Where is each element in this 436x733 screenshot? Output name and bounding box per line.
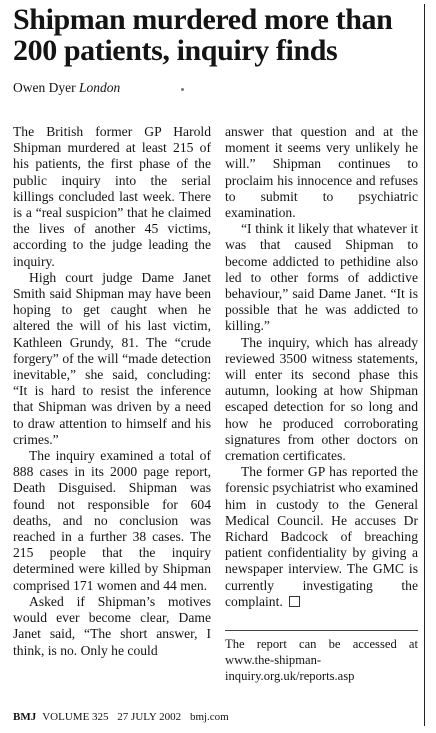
article-headline: Shipman murdered more than 200 patients, inquiry finds (13, 3, 393, 67)
paragraph: Asked if Shipman’s motives would ever become clear, Dame Janet said, “The short answer, I think, is no. Only he could (13, 593, 211, 658)
volume: VOLUME 325 (42, 711, 109, 723)
paragraph: The British former GP Harold Shipman murdered at least 215 of his patients, the first phase of the public inquiry into the serial killings concluded last week. There is a “real suspicion” that he claimed the lives of another 45 victims, according to the judge leading the inquiry. (13, 124, 211, 269)
note-divider (225, 630, 418, 631)
body-column-right (225, 124, 418, 610)
paragraph-text: The former GP has reported the forensic psychiatrist who examined him in custody to the General Medical Council. He accuses Dr Richard Badcock of breaching patient confidentiality by giving a newspaper interview. The GMC is currently investigating the complaint. (225, 464, 418, 609)
page-footer (13, 710, 229, 724)
author-name: Owen Dyer (13, 80, 76, 95)
column-rule (424, 4, 425, 726)
paragraph-final (225, 464, 418, 610)
issue-date: 27 JULY 2002 (117, 711, 182, 723)
byline (13, 80, 120, 96)
journal-name: BMJ (13, 711, 37, 723)
end-of-article-icon (289, 596, 300, 607)
website: bmj.com (189, 711, 229, 723)
report-note: The report can be accessed at www.the-shipman-inquiry.org.uk/reports.asp (225, 637, 418, 683)
paragraph: The inquiry, which has already reviewed 3500 witness statements, will enter its second phase this autumn, looking at how Shipman escaped detection for so long and how he produced corroborating signatures from other doctors on cremation certificates. (225, 334, 418, 464)
paragraph: High court judge Dame Janet Smith said Shipman may have been hoping to get caught when he altered the will of his last victim, Kathleen Grundy, 81. The “crude forgery” of the will “made detection inevitable,” she said, concluding: “It is hard to resist the inference that Shipman was driven by a need to draw attention to himself and his crimes.” (13, 269, 211, 447)
paragraph: The inquiry examined a total of 888 cases in its 2000 page report, Death Disguised. Shipman was found not responsible for 604 deaths, and no conclusion was reached in a further 38 cases. The 215 people that the inquiry determined were killed by Shipman comprised 171 women and 44 men. (13, 448, 211, 593)
paragraph: “I think it likely that whatever it was that caused Shipman to become addicted to pethidine also led to other forms of addictive behaviour,” said Dame Janet. “It is possible that he was addicted to killing.” (225, 221, 418, 334)
paragraph: answer that question and at the moment it seems very unlikely he will.” Shipman continues to proclaim his innocence and refuses to submit to psychiatric examination. (225, 124, 418, 221)
author-location: London (78, 80, 121, 95)
decorative-dot (181, 88, 184, 91)
body-column-left (13, 124, 211, 659)
